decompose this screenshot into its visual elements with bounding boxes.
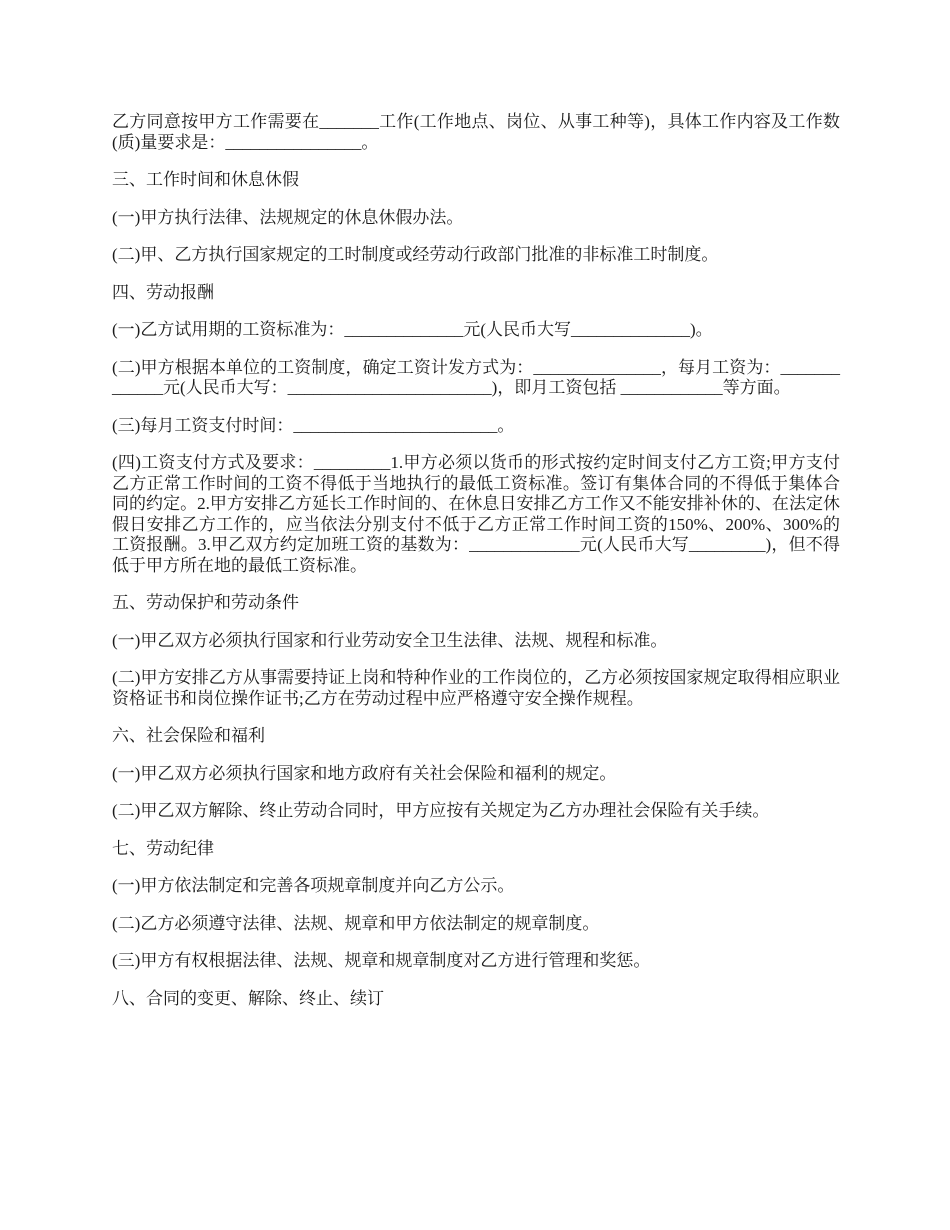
work-hours-clause-1: (一)甲方执行法律、法规规定的休息休假办法。 — [112, 207, 464, 227]
section-heading-discipline: 七、劳动纪律 — [112, 838, 214, 858]
social-insurance-clause-2: (二)甲乙双方解除、终止劳动合同时，甲方应按有关规定为乙方办理社会保险有关手续。 — [112, 801, 770, 820]
social-insurance-clause-1: (一)甲乙双方必须执行国家和地方政府有关社会保险和福利的规定。 — [112, 763, 617, 783]
section-heading-work-hours: 三、工作时间和休息休假 — [112, 170, 299, 189]
section-heading-social-insurance: 六、社会保险和福利 — [112, 726, 265, 745]
discipline-clause-3: (三)甲方有权根据法律、法规、规章和规章制度对乙方进行管理和奖惩。 — [112, 951, 651, 970]
discipline-clause-2: (二)乙方必须遵守法律、法规、规章和甲方依法制定的规章制度。 — [112, 913, 600, 933]
labor-protection-clause-2: (二)甲方安排乙方从事需要持证上岗和特种作业的工作岗位的，乙方必须按国家规定取得相应职业资格证书和岗位操作证书;乙方在劳动过程中应严格遵守安全操作规程。 — [112, 668, 840, 708]
work-hours-clause-2: (二)甲、乙方执行国家规定的工时制度或经劳动行政部门批准的非标准工时制度。 — [112, 245, 719, 264]
labor-protection-clause-1: (一)甲乙双方必须执行国家和行业劳动安全卫生法律、法规、规程和标准。 — [112, 630, 668, 650]
remuneration-clause-1: (一)乙方试用期的工资标准为：______________元(人民币大写______________)。 — [112, 320, 713, 339]
document-page — [112, 112, 840, 1026]
remuneration-clause-2: (二)甲方根据本单位的工资制度，确定工资计发方式为：_______________，每月工资为：_____________元(人民币大写：________________________)，即月工资包括 ____________等方面。 — [112, 357, 840, 397]
section-heading-remuneration: 四、劳动报酬 — [112, 282, 214, 302]
section-heading-contract-changes: 八、合同的变更、解除、终止、续订 — [112, 988, 384, 1008]
remuneration-clause-4: (四)工资支付方式及要求：_________1.甲方必须以货币的形式按约定时间支付乙方工资;甲方支付乙方正常工作时间的工资不得低于当地执行的最低工资标准。签订有集体合同的不得低于集体合同的约定。2.甲方安排乙方延长工作时间的、在休息日安排乙方工作又不能安排补休的、在法定休假日安排乙方工作的，应当依法分别支付不低于乙方正常工作时间工资的150%、200%、300%的工资报酬。3.甲乙双方约定加班工资的基数为：_____________元(人民币大写_________)，但不得低于甲方所在地的最低工资标准。 — [112, 453, 840, 575]
remuneration-clause-3: (三)每月工资支付时间：________________________。 — [112, 415, 515, 435]
discipline-clause-1: (一)甲方依法制定和完善各项规章制度并向乙方公示。 — [112, 876, 515, 895]
section-heading-labor-protection: 五、劳动保护和劳动条件 — [112, 593, 299, 612]
work-location-paragraph: 乙方同意按甲方工作需要在_______工作(工作地点、岗位、从事工种等)，具体工作内容及工作数(质)量要求是：________________。 — [112, 112, 840, 152]
